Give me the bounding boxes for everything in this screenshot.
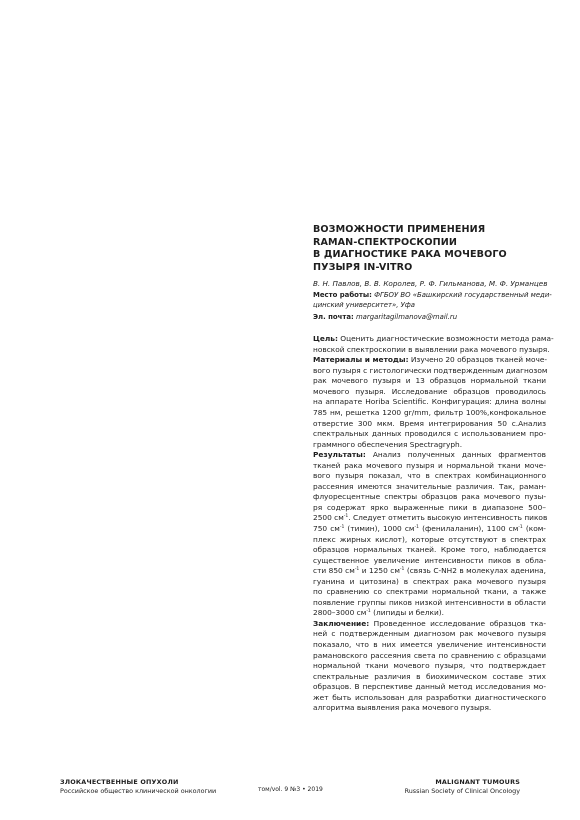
footer-society-en: Russian Society of Clinical Oncology [404,786,520,795]
abstract-line: по сравнению со спектрами нормальной ткани, а также [313,587,546,597]
abstract-line: 2500 $см^{-1}$. Следует отметить высокую интенсивность пиков [313,513,548,523]
footer-journal-en: MALIGNANT TUMOURS [435,778,520,786]
abstract-line: жет быть использован для разработки диагностического [313,692,546,702]
abstract-line: показало, что в них имеется увеличение интенсивности [313,640,546,650]
abstract-line: 785 нм, решетка 1200 gr/mm, фильтр 100%,конфокальное [313,407,546,417]
abstract-line: Заключение: Проведенное исследование образцов тка- [313,618,546,628]
abstract-line: Цель: Оценить диагностические возможности метода рама- [313,334,554,344]
abstract-line: нормальной ткани мочевого пузыря, что подтверждает [313,661,546,671]
abstract-line: тканей рака мочевого пузыря и нормальной ткани моче- [313,460,546,470]
abstract-line: новской спектроскопии в выявлении рака мочевого пузыря. [313,344,550,354]
abstract-line: граммного обеспечения Spectragryph. [313,439,463,449]
abstract-line: сти 850 $см^{-1}$ и 1250 $см^{-1}$ (связь C-NH2 в молекулах аденина, [313,566,546,576]
authors: В. Н. Павлов, В. В. Королев, Р. Ф. Гильманова, М. Ф. Урманцев [313,279,548,289]
abstract-line: ря содержат ярко выраженные пики в диапазоне 500– [313,502,546,512]
article [313,224,554,714]
workplace-label: Место работы: [313,291,372,300]
abstract-line: мочевого пузыря. Исследование образцов проводилось [313,386,546,396]
footer-society-ru: Российское общество клинической онкологии [60,786,217,795]
abstract-line: образцов. В перспективе данный метод исследования мо- [313,682,546,692]
abstract-line: плекс жирных кислот), которые отсутствуют в спектрах [313,534,546,544]
workplace-value-cont: цинский университет», Уфа [313,300,415,309]
title-line: В ДИАГНОСТИКЕ РАКА МОЧЕВОГО [313,249,507,261]
goal-label: Цель: [313,334,338,344]
abstract-line: образцов нормальных тканей. Кроме того, наблюдается [313,545,546,555]
title-line: RAMAN-СПЕКТРОСКОПИИ [313,236,458,248]
results-label: Результаты: [313,450,366,460]
abstract-line: ней с подтвержденным диагнозом рак мочевого пузыря [313,629,546,639]
abstract-line: спектральные различия в биохимическом составе этих [313,671,546,681]
abstract-line: гуанина и цитозина) в спектрах рака мочевого пузыря [313,576,546,586]
abstract-line: флуоресцентные спектры образцов рака мочевого пузы- [313,492,546,502]
abstract-line: 750 $см^{-1}$ (тимин), 1000 $см^{-1}$ (фенилаланин), 1100 $см^{-1}$ (ком- [313,524,546,533]
footer-right [405,778,520,795]
workplace [313,291,552,310]
conclusion-label: Заключение: [313,618,370,628]
abstract-line: Результаты: Анализ полученных данных фрагментов [313,450,546,460]
email-label: Эл. почта: [313,312,354,321]
abstract [313,334,554,714]
abstract-line: существенное увеличение интенсивности пиков в обла- [313,555,546,565]
abstract-line: 2800–3000 $см^{-1}$ (липиды и белки). [313,608,444,618]
title-line: ПУЗЫРЯ IN-VITRO [313,261,413,273]
abstract-line: отверстие 300 мкм. Время интегрирования 50 с.Анализ [313,418,546,428]
footer-left [60,778,216,795]
workplace-value: ФГБОУ ВО «Башкирский государственный меди- [374,291,552,300]
footer-issue: том/vol. 9 №3 • 2019 [258,786,323,793]
abstract-line: появление группы пиков низкой интенсивности в области [313,597,546,607]
footer-journal-ru: ЗЛОКАЧЕСТВЕННЫЕ ОПУХОЛИ [60,778,179,786]
abstract-line: на аппарате Horiba Scientific. Конфигурация: длина волны [313,397,546,407]
abstract-line: рассеяния имеются значительные различия. Так, раман- [313,481,546,491]
email-link[interactable]: margaritagilmanova@mail.ru [355,312,458,321]
abstract-line: спектральных данных проводился с использованием про- [313,429,546,439]
abstract-line: рамановского рассеяния света по сравнению с образцами [313,650,546,660]
methods-label: Материалы и методы: [313,355,409,365]
article-title [313,224,546,274]
email-row [313,313,546,323]
title-line: ВОЗМОЖНОСТИ ПРИМЕНЕНИЯ [313,224,486,235]
abstract-line: вого пузыря с гистологически подтвержденным диагнозом [313,365,548,375]
abstract-line: вого пузыря показал, что в спектрах комбинационного [313,471,546,481]
abstract-line: Материалы и методы: Изучено 20 образцов тканей моче- [313,355,548,365]
abstract-line: алгоритма выявления рака мочевого пузыря. [313,703,492,713]
abstract-line: рак мочевого пузыря и 13 образцов нормальной ткани [313,376,546,386]
